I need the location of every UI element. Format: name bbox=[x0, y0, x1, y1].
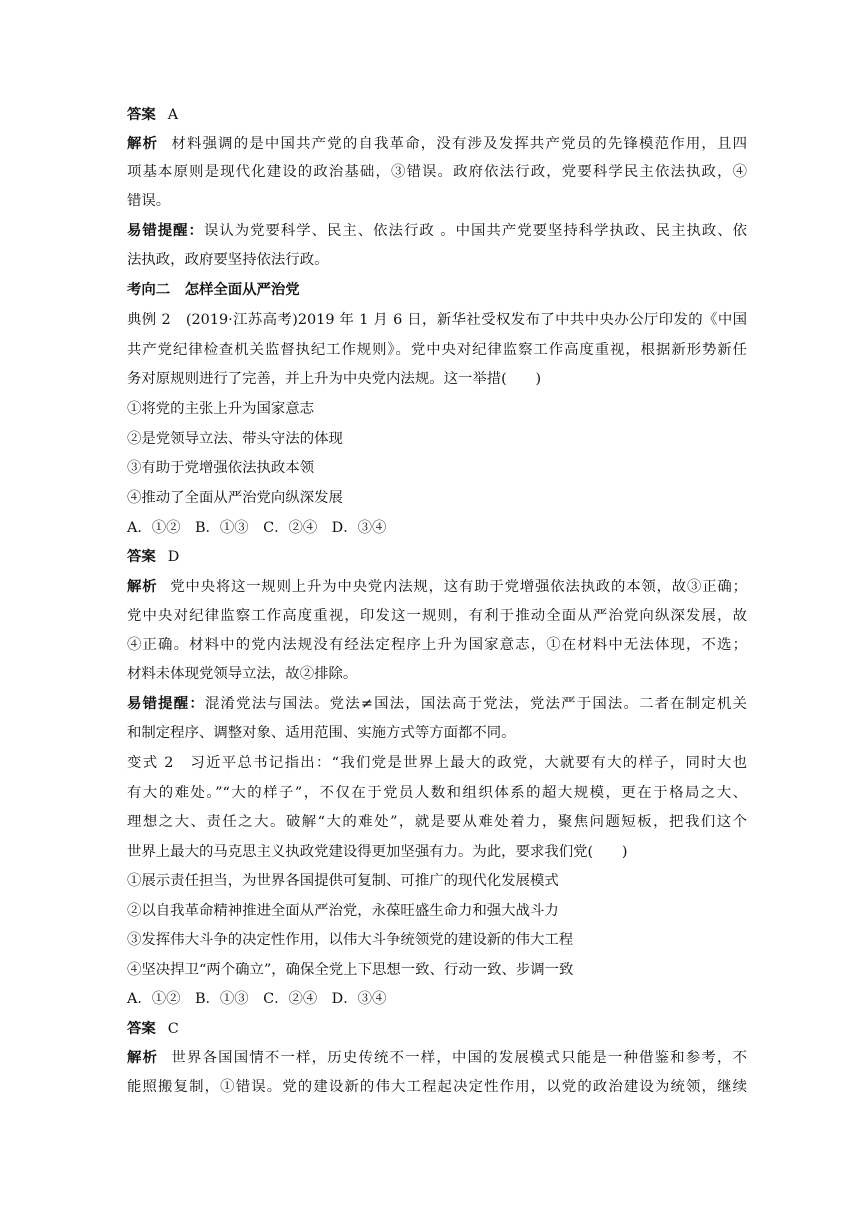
tip-label: 易错提醒： bbox=[127, 223, 204, 239]
tip-line: 易错提醒：混淆党法与国法。党法≠国法，国法高于党法，党法严于国法。二者在制定机关 bbox=[127, 696, 747, 712]
tip-label: 易错提醒： bbox=[127, 696, 205, 712]
analysis-line: 党中央对纪律监察工作高度重视，印发这一规则，有利于推动全面从严治党向纵深发展，故 bbox=[127, 608, 747, 624]
option-item: ③发挥伟大斗争的决定性作用，以伟大斗争统领党的建设新的伟大工程 bbox=[127, 932, 574, 948]
choices-line: A．①② B．①③ C．②④ D．③④ bbox=[127, 520, 387, 536]
tip-line: 和制定程序、调整对象、适用范围、实施方式等方面都不同。 bbox=[127, 725, 516, 741]
section-heading: 考向二 怎样全面从严治党 bbox=[127, 282, 300, 298]
analysis-line: 解析 世界各国国情不一样，历史传统不一样，中国的发展模式只能是一种借鉴和参考，不 bbox=[127, 1050, 747, 1066]
question-stem-line: 理想之大、责任之大。破解“大的难处”，就是要从难处着力，聚焦问题短板，把我们这个 bbox=[127, 814, 747, 830]
tip-line: 法执政，政府要坚持依法行政。 bbox=[127, 252, 329, 268]
answer-value: C bbox=[167, 1021, 179, 1037]
analysis-line: 项基本原则是现代化建设的政治基础，③错误。政府依法行政，党要科学民主依法执政，④ bbox=[127, 164, 747, 180]
question-stem-line: 变式 2 习近平总书记指出：“我们党是世界上最大的政党，大就要有大的样子，同时大也 bbox=[127, 755, 747, 771]
analysis-label: 解析 bbox=[127, 579, 158, 595]
answer-label: 答案 bbox=[127, 107, 156, 123]
answer-label: 答案 bbox=[127, 549, 156, 565]
option-item: ①展示责任担当，为世界各国提供可复制、可推广的现代化发展模式 bbox=[127, 873, 559, 889]
analysis-line: 解析 材料强调的是中国共产党的自我革命，没有涉及发挥共产党员的先锋模范作用，且四 bbox=[127, 136, 747, 152]
question-stem-line: 典例 2 (2019·江苏高考)2019 年 1 月 6 日，新华社受权发布了中共中央办公厅印发的《中国 bbox=[127, 312, 747, 328]
option-item: ②以自我革命精神推进全面从严治党，永葆旺盛生命力和强大战斗力 bbox=[127, 903, 559, 919]
answer-line bbox=[127, 105, 747, 125]
option-item: ③有助于党增强依法执政本领 bbox=[127, 460, 315, 476]
question-stem-line: 世界上最大的马克思主义执政党建设得更加坚强有力。为此，要求我们党( ) bbox=[127, 844, 628, 860]
question-stem-line: 有大的难处。”“大的样子”，不仅在于党员人数和组织体系的超大规模，更在于格局之大、 bbox=[127, 785, 747, 801]
analysis-line: 材料未体现党领导立法，故②排除。 bbox=[127, 666, 358, 682]
question-stem-line: 共产党纪律检查机关监督执纪工作规则》。党中央对纪律监察工作高度重视，根据新形势新任 bbox=[127, 342, 747, 358]
analysis-label: 解析 bbox=[127, 136, 159, 152]
analysis-line: 解析 党中央将这一规则上升为中央党内法规，这有助于党增强依法执政的本领，故③正确； bbox=[127, 579, 747, 595]
option-item: ①将党的主张上升为国家意志 bbox=[127, 401, 315, 417]
analysis-line: 错误。 bbox=[127, 193, 171, 209]
analysis-label: 解析 bbox=[127, 1050, 159, 1066]
analysis-line: ④正确。材料中的党内法规没有经法定程序上升为国家意志，①在材料中无法体现，不选； bbox=[127, 637, 747, 653]
choices-line: A．①② B．①③ C．②④ D．③④ bbox=[127, 991, 387, 1007]
answer-value: D bbox=[167, 549, 180, 565]
question-stem-line: 务对原规则进行了完善，并上升为中央党内法规。这一举措( ) bbox=[127, 371, 542, 387]
answer-line bbox=[127, 1019, 747, 1039]
option-item: ④推动了全面从严治党向纵深发展 bbox=[127, 490, 343, 506]
answer-line bbox=[127, 547, 747, 567]
tip-line: 易错提醒：误认为党要科学、民主、依法行政 。中国共产党要坚持科学执政、民主执政、依 bbox=[127, 223, 747, 239]
option-item: ②是党领导立法、带头守法的体现 bbox=[127, 431, 343, 447]
answer-value: A bbox=[167, 107, 179, 123]
answer-label: 答案 bbox=[127, 1021, 156, 1037]
analysis-line: 能照搬复制，①错误。党的建设新的伟大工程起决定性作用，以党的政治建设为统领，继续 bbox=[127, 1079, 747, 1095]
option-item: ④坚决捍卫“两个确立”，确保全党上下思想一致、行动一致、步调一致 bbox=[127, 962, 574, 978]
